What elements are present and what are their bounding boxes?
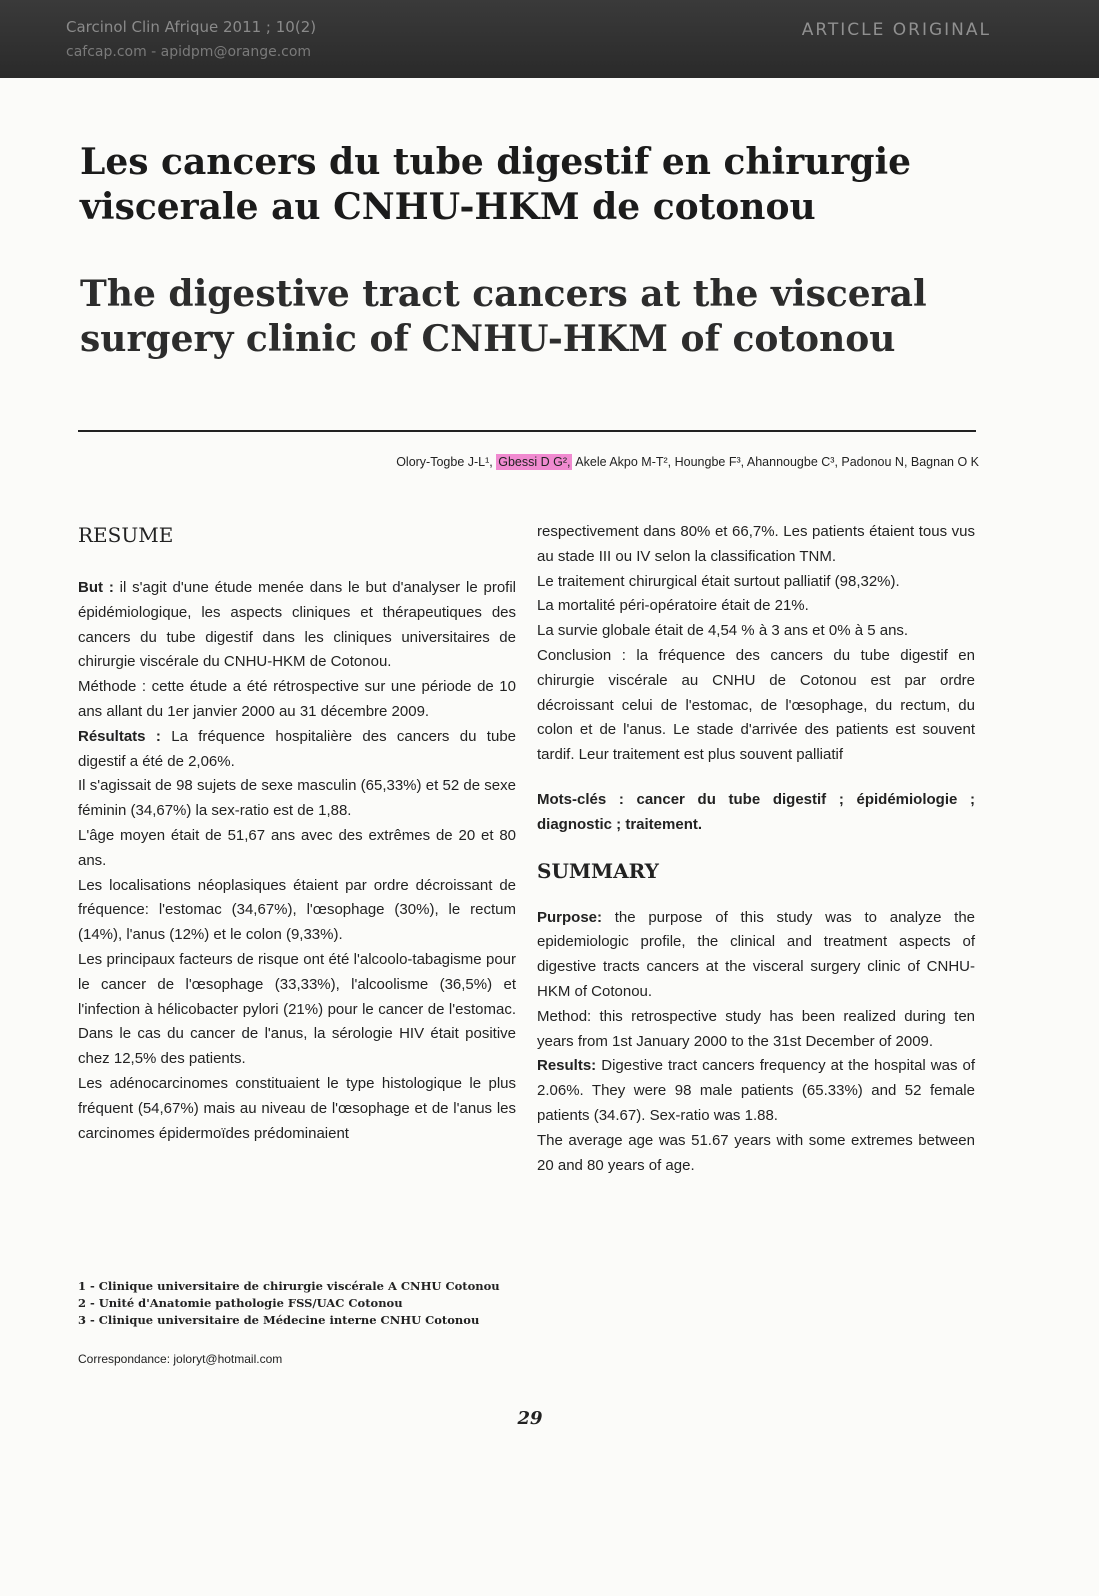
- summary-paragraph-text: The average age was 51.67 years with some extremes between 20 and 80 years of age.: [537, 1131, 975, 1174]
- authors-before: Olory-Togbe J-L¹,: [396, 455, 493, 469]
- summary-paragraph: [537, 1005, 975, 1055]
- resume-paragraph: [78, 874, 516, 948]
- authors-after: Akele Akpo M-T², Houngbe F³, Ahannougbe C³, Padonou N, Bagnan O K: [575, 455, 979, 469]
- summary-paragraph: [537, 1129, 975, 1179]
- summary-paragraph-label: Results:: [537, 1057, 597, 1075]
- journal-citation: Carcinol Clin Afrique 2011 ; 10(2): [66, 18, 317, 36]
- resume-paragraph: [78, 675, 516, 725]
- summary-heading: SUMMARY: [537, 858, 659, 883]
- resume-heading: RESUME: [78, 523, 174, 547]
- page-number: 29: [517, 1408, 543, 1429]
- resume-continuation: [537, 520, 975, 768]
- title-english: The digestive tract cancers at the visceral surgery clinic of CNHU-HKM of cotonou: [80, 273, 927, 360]
- resume-paragraph: [78, 1072, 516, 1146]
- keywords: Mots-clés : cancer du tube digestif ; épidémiologie ; diagnostic ; traitement.: [537, 790, 975, 833]
- summary-paragraph-label: Purpose:: [537, 908, 603, 926]
- summary-paragraph-text: Method: this retrospective study has been realized during ten years from 1st January 2000 to the 31st December of 2009.: [537, 1007, 975, 1050]
- resume-continued-paragraph: respectivement dans 80% et 66,7%. Les patients étaient tous vus au stade III ou IV selon la classification TNM.: [537, 523, 975, 565]
- resume-continued-paragraph: Conclusion : la fréquence des cancers du tube digestif en chirurgie viscérale au CNHU de Cotonou est par ordre décroissant celui de l'estomac, de l'œsophage, du rectum, du colon et de l'anus. Le stade d'arrivée des patients est souvent tardif. Leur traitement est plus souvent palliatif: [537, 646, 975, 764]
- resume-paragraph: [78, 824, 516, 874]
- summary-paragraph: [537, 1054, 975, 1128]
- left-column: [78, 520, 516, 1146]
- affiliation-3: 3 - Clinique universitaire de Médecine interne CNHU Cotonou: [78, 1313, 480, 1327]
- correspondance: Correspondance: joloryt@hotmail.com: [78, 1352, 283, 1366]
- resume-paragraph: [78, 576, 516, 675]
- summary-paragraph-text: the purpose of this study was to analyze the epidemiologic profile, the clinical and treatment aspects of digestive tracts cancers at the visceral surgery clinic of CNHU-HKM of Cotonou.: [537, 908, 976, 1000]
- resume-continued-paragraph: Le traitement chirurgical était surtout palliatif (98,32%).: [537, 572, 900, 590]
- affiliation-2: 2 - Unité d'Anatomie pathologie FSS/UAC Cotonou: [78, 1296, 403, 1310]
- author-highlighted: Gbessi D G²,: [498, 455, 571, 469]
- journal-header-bar: [0, 0, 1099, 78]
- affiliations: [78, 1278, 500, 1329]
- resume-paragraph-text: il s'agit d'une étude menée dans le but d'analyser le profil épidémiologique, les aspects cliniques et thérapeutiques des cancers du tube digestif dans les cliniques universitaires de chirurgie viscérale du CNHU-HKM de Cotonou.: [78, 579, 517, 671]
- resume-paragraph-text: Les localisations néoplasiques étaient par ordre décroissant de fréquence: l'estomac (34,67%), l'œsophage (30%), le rectum (14%), l'anus (12%) et le colon (9,33%).: [78, 876, 516, 944]
- resume-paragraph-text: Les adénocarcinomes constituaient le type histologique le plus fréquent (54,67%) mais au niveau de l'œsophage et de l'anus les carcinomes épidermoïdes prédominaient: [78, 1074, 516, 1142]
- resume-paragraph-text: Méthode : cette étude a été rétrospective sur une période de 10 ans allant du 1er janvier 2000 au 31 décembre 2009.: [78, 678, 516, 720]
- resume-paragraph-text: L'âge moyen était de 51,67 ans avec des extrêmes de 20 et 80 ans.: [78, 826, 516, 869]
- title-french: Les cancers du tube digestif en chirurgie viscerale au CNHU-HKM de cotonou: [80, 141, 912, 228]
- summary-paragraph-text: Digestive tract cancers frequency at the hospital was of 2.06%. They were 98 male patients (65.33%) and 52 female patients (34.67). Sex-ratio was 1.88.: [537, 1057, 975, 1124]
- affiliation-1: 1 - Clinique universitaire de chirurgie viscérale A CNHU Cotonou: [78, 1279, 500, 1293]
- resume-paragraph-label: Résultats :: [78, 727, 161, 745]
- resume-paragraph-text: La fréquence hospitalière des cancers du tube digestif a été de 2,06%.: [78, 727, 517, 770]
- resume-paragraph-text: Les principaux facteurs de risque ont été l'alcoolo-tabagisme pour le cancer de l'œsophage (33,33%), l'alcoolisme (36,5%) et l'infection à hélicobacter pylori (21%) pour le cancer de l'estomac. Dans le cas du cancer de l'anus, la sérologie HIV était positive chez 12,5% des patients.: [78, 950, 516, 1068]
- resume-continued-paragraph: La survie globale était de 4,54 % à 3 ans et 0% à 5 ans.: [537, 622, 909, 640]
- resume-continued-paragraph: La mortalité péri-opératoire était de 21%.: [537, 597, 809, 615]
- author-list: [396, 455, 979, 469]
- resume-paragraph: [78, 774, 516, 824]
- right-column: [537, 520, 975, 1178]
- resume-paragraph: [78, 725, 516, 775]
- summary-paragraph: [537, 906, 975, 1005]
- resume-body: [78, 576, 516, 1146]
- resume-paragraph-label: But :: [78, 579, 114, 596]
- journal-contact: cafcap.com - apidpm@orange.com: [66, 44, 312, 60]
- resume-paragraph: [78, 948, 516, 1072]
- article-type-label: ARTICLE ORIGINAL: [801, 20, 991, 40]
- title-divider: [78, 430, 976, 432]
- summary-body: [537, 906, 975, 1179]
- resume-paragraph-text: Il s'agissait de 98 sujets de sexe masculin (65,33%) et 52 de sexe féminin (34,67%) la sex-ratio est de 1,88.: [78, 777, 516, 820]
